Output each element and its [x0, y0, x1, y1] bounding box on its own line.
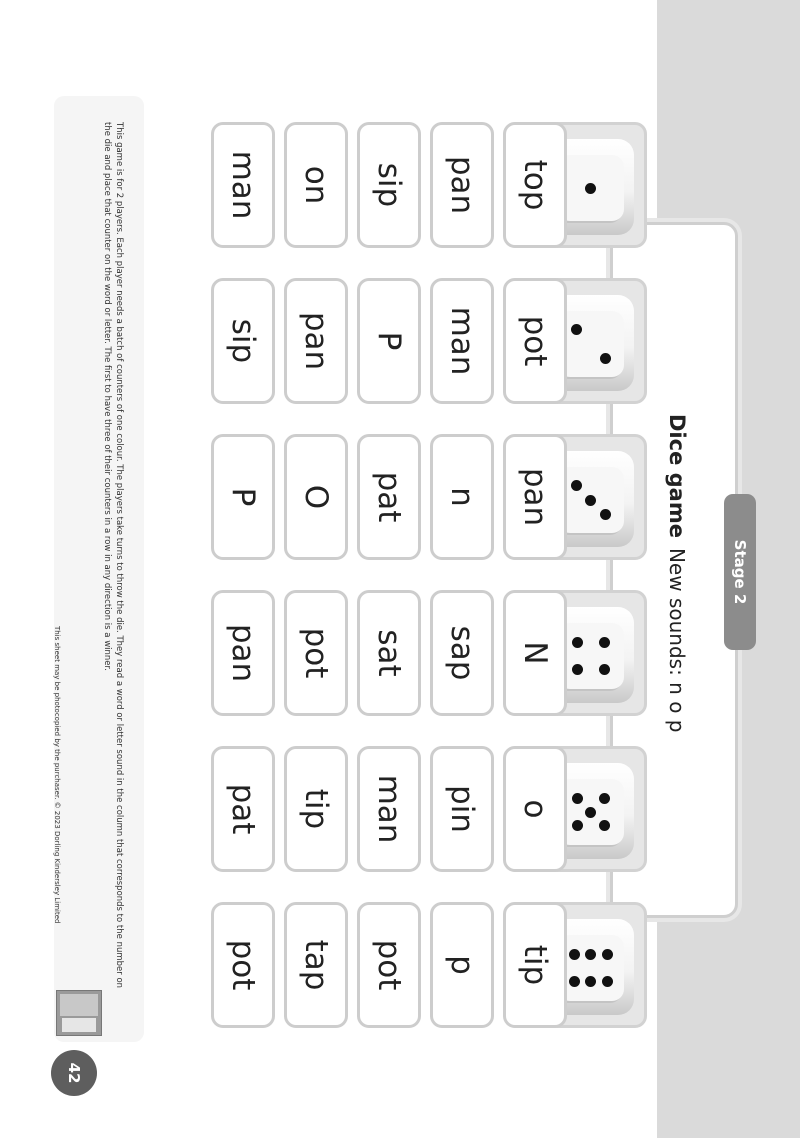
word-tile: sip: [357, 122, 421, 248]
die-pip: [571, 480, 582, 491]
word-tile: P: [211, 434, 275, 560]
die-face: [558, 155, 624, 221]
word-tile: man: [211, 122, 275, 248]
word-tile: n: [430, 434, 494, 560]
die-pip: [586, 183, 597, 194]
subtitle-text: New sounds: n o p: [665, 547, 689, 733]
word-tile: pot: [211, 902, 275, 1028]
die-pip: [599, 664, 610, 675]
word-tile: pot: [357, 902, 421, 1028]
word-tile: top: [503, 122, 567, 248]
word-tile: N: [503, 590, 567, 716]
word-tile: sip: [211, 278, 275, 404]
die-pip: [600, 509, 611, 520]
word-tile: man: [357, 746, 421, 872]
word-tile: tip: [503, 902, 567, 1028]
die-face: [558, 779, 624, 845]
word-tile: p: [430, 902, 494, 1028]
page-title: [652, 414, 702, 894]
word-tile: pot: [503, 278, 567, 404]
word-tile: pat: [211, 746, 275, 872]
word-tile: sap: [430, 590, 494, 716]
book-cover-thumbnail: [56, 990, 102, 1036]
die-pip: [569, 976, 580, 987]
word-tile: o: [503, 746, 567, 872]
die-face: [558, 623, 624, 689]
word-tile: P: [357, 278, 421, 404]
word-tile: pan: [284, 278, 348, 404]
die-pip: [600, 353, 611, 364]
die-pip: [586, 495, 597, 506]
word-tile: pan: [430, 122, 494, 248]
word-tile: sat: [357, 590, 421, 716]
die-pip: [586, 807, 597, 818]
die-face: [558, 935, 624, 1001]
die-pip: [572, 793, 583, 804]
word-tile: tip: [284, 746, 348, 872]
die-pip: [572, 664, 583, 675]
die-pip: [599, 820, 610, 831]
word-tile: pot: [284, 590, 348, 716]
die-pip: [572, 637, 583, 648]
die-pip: [599, 637, 610, 648]
word-tile: pan: [211, 590, 275, 716]
die-pip: [569, 949, 580, 960]
word-tile: pan: [503, 434, 567, 560]
die-face: [558, 467, 624, 533]
die-pip: [602, 976, 613, 987]
die-face: [558, 311, 624, 377]
word-tile: tap: [284, 902, 348, 1028]
die-pip: [586, 976, 597, 987]
copyright-footer: This sheet may be photocopied by the purchaser. © 2023 Dorling Kindersley Limited: [53, 626, 61, 924]
word-tile: pin: [430, 746, 494, 872]
word-tile: O: [284, 434, 348, 560]
instructions-text: This game is for 2 players. Each player needs a batch of counters of one colour. The players take turns to throw the die. They read a word or letter sound in the column that corresponds to the number on the die and place that counter on the word or letter. The first to have three of their counters in a row in any direction is a winner.: [102, 122, 124, 989]
die-pip: [599, 793, 610, 804]
stage-badge: Stage 2: [724, 494, 756, 650]
die-pip: [602, 949, 613, 960]
title-text: Dice game: [665, 414, 689, 538]
word-tile: man: [430, 278, 494, 404]
die-pip: [571, 324, 582, 335]
die-pip: [586, 949, 597, 960]
die-pip: [572, 820, 583, 831]
page-number: 42: [51, 1050, 97, 1096]
word-tile: on: [284, 122, 348, 248]
word-tile: pat: [357, 434, 421, 560]
instructions-panel: [54, 96, 144, 1042]
